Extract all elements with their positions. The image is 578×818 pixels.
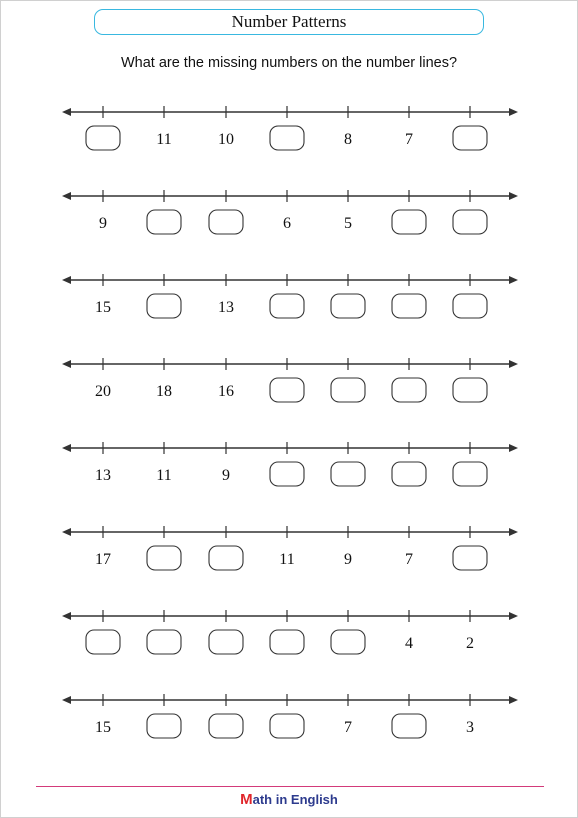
answer-box[interactable] xyxy=(453,546,487,570)
right-arrow-icon xyxy=(509,108,518,116)
number-line-6 xyxy=(62,526,518,570)
answer-box[interactable] xyxy=(453,462,487,486)
right-arrow-icon xyxy=(509,276,518,284)
answer-box[interactable] xyxy=(86,630,120,654)
left-arrow-icon xyxy=(62,612,71,620)
number-label: 15 xyxy=(95,719,111,736)
number-line-8 xyxy=(62,694,518,738)
left-arrow-icon xyxy=(62,696,71,704)
answer-box[interactable] xyxy=(270,294,304,318)
left-arrow-icon xyxy=(62,528,71,536)
left-arrow-icon xyxy=(62,276,71,284)
brand-initial: M xyxy=(240,791,253,808)
number-line-7 xyxy=(62,610,518,654)
answer-box[interactable] xyxy=(331,294,365,318)
number-line-4 xyxy=(62,358,518,402)
number-line-2 xyxy=(62,190,518,234)
number-label: 2 xyxy=(466,635,474,652)
page-title: Number Patterns xyxy=(231,12,347,31)
answer-box[interactable] xyxy=(392,210,426,234)
left-arrow-icon xyxy=(62,192,71,200)
number-label: 6 xyxy=(283,215,291,232)
answer-box[interactable] xyxy=(392,714,426,738)
right-arrow-icon xyxy=(509,192,518,200)
answer-box[interactable] xyxy=(147,630,181,654)
number-label: 4 xyxy=(405,635,413,652)
right-arrow-icon xyxy=(509,528,518,536)
number-label: 17 xyxy=(95,551,111,568)
number-label: 11 xyxy=(279,551,295,568)
number-label: 20 xyxy=(95,383,111,400)
number-label: 7 xyxy=(405,551,413,568)
left-arrow-icon xyxy=(62,108,71,116)
answer-box[interactable] xyxy=(147,714,181,738)
number-line-1 xyxy=(62,106,518,150)
answer-box[interactable] xyxy=(331,378,365,402)
answer-box[interactable] xyxy=(453,294,487,318)
number-label: 16 xyxy=(218,383,234,400)
answer-box[interactable] xyxy=(331,462,365,486)
answer-box[interactable] xyxy=(270,630,304,654)
answer-box[interactable] xyxy=(453,126,487,150)
number-label: 11 xyxy=(156,467,172,484)
number-label: 9 xyxy=(344,551,352,568)
right-arrow-icon xyxy=(509,360,518,368)
number-label: 9 xyxy=(222,467,230,484)
number-line-3 xyxy=(62,274,518,318)
answer-box[interactable] xyxy=(453,210,487,234)
answer-box[interactable] xyxy=(331,630,365,654)
answer-box[interactable] xyxy=(147,546,181,570)
number-label: 7 xyxy=(344,719,352,736)
number-label: 8 xyxy=(344,131,352,148)
answer-box[interactable] xyxy=(392,294,426,318)
right-arrow-icon xyxy=(509,612,518,620)
answer-box[interactable] xyxy=(392,462,426,486)
instruction-text: What are the missing numbers on the number lines? xyxy=(120,55,458,71)
number-label: 9 xyxy=(99,215,107,232)
answer-box[interactable] xyxy=(147,210,181,234)
answer-box[interactable] xyxy=(270,126,304,150)
footer-divider xyxy=(36,786,544,787)
number-label: 10 xyxy=(218,131,234,148)
answer-box[interactable] xyxy=(86,126,120,150)
number-label: 18 xyxy=(156,383,172,400)
answer-box[interactable] xyxy=(392,378,426,402)
number-line-5 xyxy=(62,442,518,486)
number-label: 7 xyxy=(405,131,413,148)
answer-box[interactable] xyxy=(453,378,487,402)
answer-box[interactable] xyxy=(270,462,304,486)
right-arrow-icon xyxy=(509,696,518,704)
answer-box[interactable] xyxy=(270,714,304,738)
answer-box[interactable] xyxy=(147,294,181,318)
answer-box[interactable] xyxy=(270,378,304,402)
left-arrow-icon xyxy=(62,444,71,452)
right-arrow-icon xyxy=(509,444,518,452)
answer-box[interactable] xyxy=(209,210,243,234)
answer-box[interactable] xyxy=(209,630,243,654)
brand-name: ath in English xyxy=(252,792,338,807)
answer-box[interactable] xyxy=(209,714,243,738)
number-label: 5 xyxy=(344,215,352,232)
number-label: 3 xyxy=(466,719,474,736)
number-label: 15 xyxy=(95,299,111,316)
number-label: 13 xyxy=(95,467,111,484)
number-label: 11 xyxy=(156,131,172,148)
footer-brand xyxy=(0,791,578,808)
answer-box[interactable] xyxy=(209,546,243,570)
left-arrow-icon xyxy=(62,360,71,368)
number-label: 13 xyxy=(218,299,234,316)
